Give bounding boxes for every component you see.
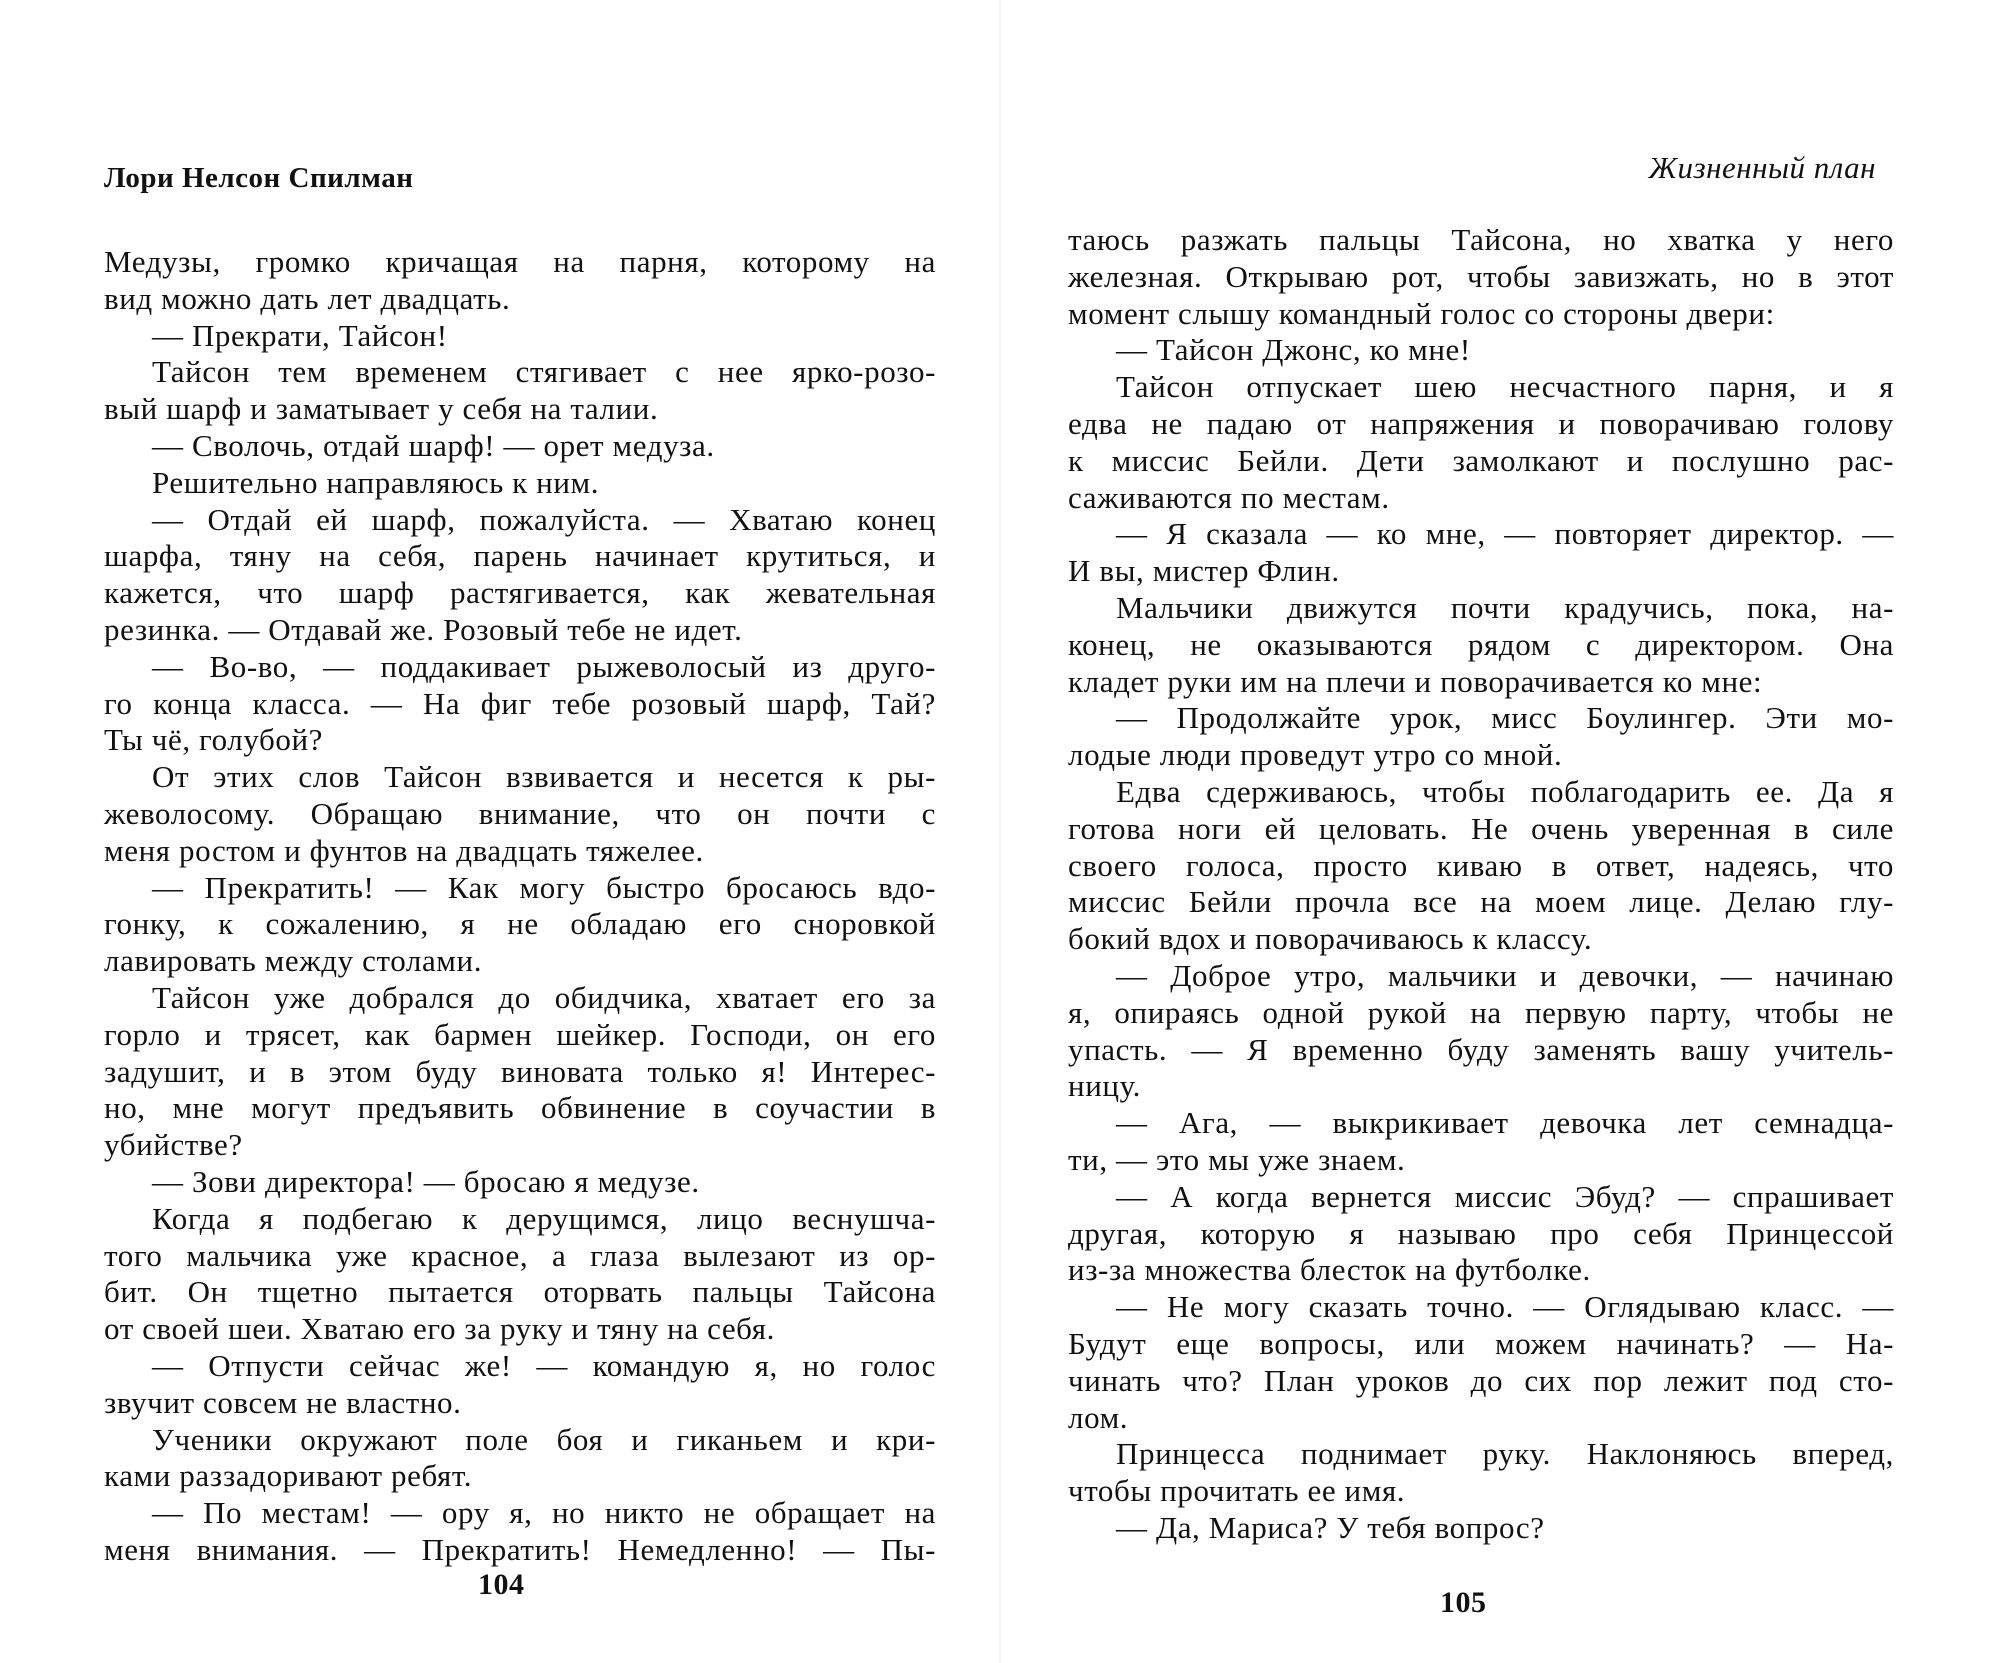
text-line: шарфа, тяну на себя, парень начинает крутиться, и [104,538,936,574]
running-head-author: Лори Нелсон Спилман [104,162,414,194]
text-line: своего голоса, просто киваю в ответ, надеясь, что [1068,847,1894,883]
text-line: Ты чё, голубой? [104,722,324,758]
text-line: — А когда вернется миссис Эбуд? — спрашивает [1116,1178,1894,1214]
page-number-right: 105 [1440,1586,1487,1619]
text-line: Решительно направляюсь к ним. [152,464,600,500]
text-line: — Продолжайте урок, мисс Боулингер. Эти мо- [1116,700,1894,736]
text-line: — Отдай ей шарф, пожалуйста. — Хватаю конец [152,501,936,537]
text-line: — Прекратить! — Как могу быстро бросаюсь вдо- [152,869,936,905]
text-line: едва не падаю от напряжения и поворачиваю голову [1068,405,1894,441]
text-line: го конца класса. — На фиг тебе розовый шарф, Тай? [104,685,936,721]
text-line: Тайсон отпускает шею несчастного парня, и я [1116,369,1894,405]
text-line: — Прекрати, Тайсон! [152,317,448,353]
text-line: — Да, Мариса? У тебя вопрос? [1116,1509,1545,1545]
text-line: вид можно дать лет двадцать. [104,280,511,316]
text-line: звучит совсем не властно. [104,1384,462,1420]
text-line: готова ноги ей целовать. Не очень уверенная в силе [1068,810,1894,846]
text-line: Медузы, громко кричащая на парня, которому на [104,244,936,279]
text-line: меня ростом и фунтов на двадцать тяжелее. [104,832,704,868]
text-line: Мальчики движутся почти крадучись, пока, на- [1116,589,1894,625]
text-line: — Зови директора! — бросаю я медузе. [152,1163,700,1199]
right-page-text [1068,222,1894,1547]
text-line: Едва сдерживаюсь, чтобы поблагодарить ее. Да я [1116,773,1894,809]
running-head-title: Жизненный план [1648,150,1876,185]
text-line: Будут еще вопросы, или можем начинать? — На- [1068,1325,1894,1361]
text-line: ницу. [1068,1068,1141,1104]
text-line: — Сволочь, отдай шарф! — орет медуза. [152,427,715,463]
text-line: — Я сказала — ко мне, — повторяет директор. — [1116,516,1894,552]
text-line: задушит, и в этом буду виновата только я! Интерес- [104,1053,936,1089]
text-line: другая, которую я называю про себя Принцессой [1068,1215,1894,1251]
text-line: — Ага, — выкрикивает девочка лет семнадца- [1116,1105,1894,1141]
text-line: — По местам! — ору я, но никто не обращает на [152,1495,936,1531]
text-line: чтобы прочитать ее имя. [1068,1473,1406,1509]
page-number-left: 104 [478,1568,525,1601]
text-line: того мальчика уже красное, а глаза вылезают из ор- [104,1237,936,1273]
text-line: к миссис Бейли. Дети замолкают и послушно рас- [1068,442,1894,478]
text-line: — Отпусти сейчас же! — командую я, но голос [152,1347,936,1383]
text-line: лом. [1068,1399,1129,1435]
text-line: — Доброе утро, мальчики и девочки, — начинаю [1116,957,1894,993]
text-line: Принцесса поднимает руку. Наклоняюсь вперед, [1116,1436,1894,1472]
text-line: От этих слов Тайсон взвивается и несется к ры- [152,759,936,795]
text-line: чинать что? План уроков до сих пор лежит под сто- [1068,1362,1894,1398]
text-line: Когда я подбегаю к дерущимся, лицо веснушча- [152,1200,936,1236]
left-page-text [104,244,936,1569]
text-line: конец, не оказываются рядом с директором. Она [1068,626,1894,662]
text-line: лодые люди проведут утро со мной. [1068,737,1563,773]
right-page [1000,0,2000,1663]
text-line: — Тайсон Джонс, ко мне! [1116,332,1471,368]
text-line: И вы, мистер Флин. [1068,553,1340,589]
text-line: Тайсон тем временем стягивает с нее ярко-розо- [152,354,936,390]
text-line: ти, — это мы уже знаем. [1068,1141,1406,1177]
text-line: железная. Открываю рот, чтобы завизжать, но в этот [1068,258,1894,294]
text-line: — Не могу сказать точно. — Оглядываю класс. — [1116,1289,1894,1325]
text-line: но, мне могут предъявить обвинение в соучастии в [104,1090,936,1126]
text-line: Ученики окружают поле боя и гиканьем и кри- [152,1421,936,1457]
text-line: жеволосому. Обращаю внимание, что он почти с [104,795,936,831]
text-line: вый шарф и заматывает у себя на талии. [104,391,659,427]
text-line: кладет руки им на плечи и поворачивается ко мне: [1068,663,1763,699]
text-line: убийстве? [104,1127,243,1163]
text-line: из-за множества блесток на футболке. [1068,1252,1591,1288]
text-line: я, опираясь одной рукой на первую парту, чтобы не [1068,994,1894,1030]
text-line: лавировать между столами. [104,943,483,979]
text-line: Тайсон уже добрался до обидчика, хватает его за [152,979,936,1015]
text-line: момент слышу командный голос со стороны двери: [1068,295,1775,331]
text-line: бокий вдох и поворачиваюсь к классу. [1068,921,1593,957]
text-line: саживаются по местам. [1068,479,1390,515]
text-line: гонку, к сожалению, я не обладаю его сноровкой [104,906,936,942]
text-line: резинка. — Отдавай же. Розовый тебе не идет. [104,611,743,647]
text-line: миссис Бейли прочла все на моем лице. Делаю глу- [1068,884,1894,920]
text-line: от своей шеи. Хватаю его за руку и тяну на себя. [104,1311,775,1347]
text-line: меня внимания. — Прекратить! Немедленно! — Пы- [104,1531,936,1567]
text-line: кажется, что шарф растягивается, как жевательная [104,575,936,611]
text-line: — Во-во, — поддакивает рыжеволосый из друго- [152,648,936,684]
text-line: горло и трясет, как бармен шейкер. Господи, он его [104,1016,936,1052]
text-line: таюсь разжать пальцы Тайсона, но хватка у него [1068,222,1894,257]
text-line: упасть. — Я временно буду заменять вашу учитель- [1068,1031,1894,1067]
text-line: ками раззадоривают ребят. [104,1458,473,1494]
text-line: бит. Он тщетно пытается оторвать пальцы Тайсона [104,1274,936,1310]
